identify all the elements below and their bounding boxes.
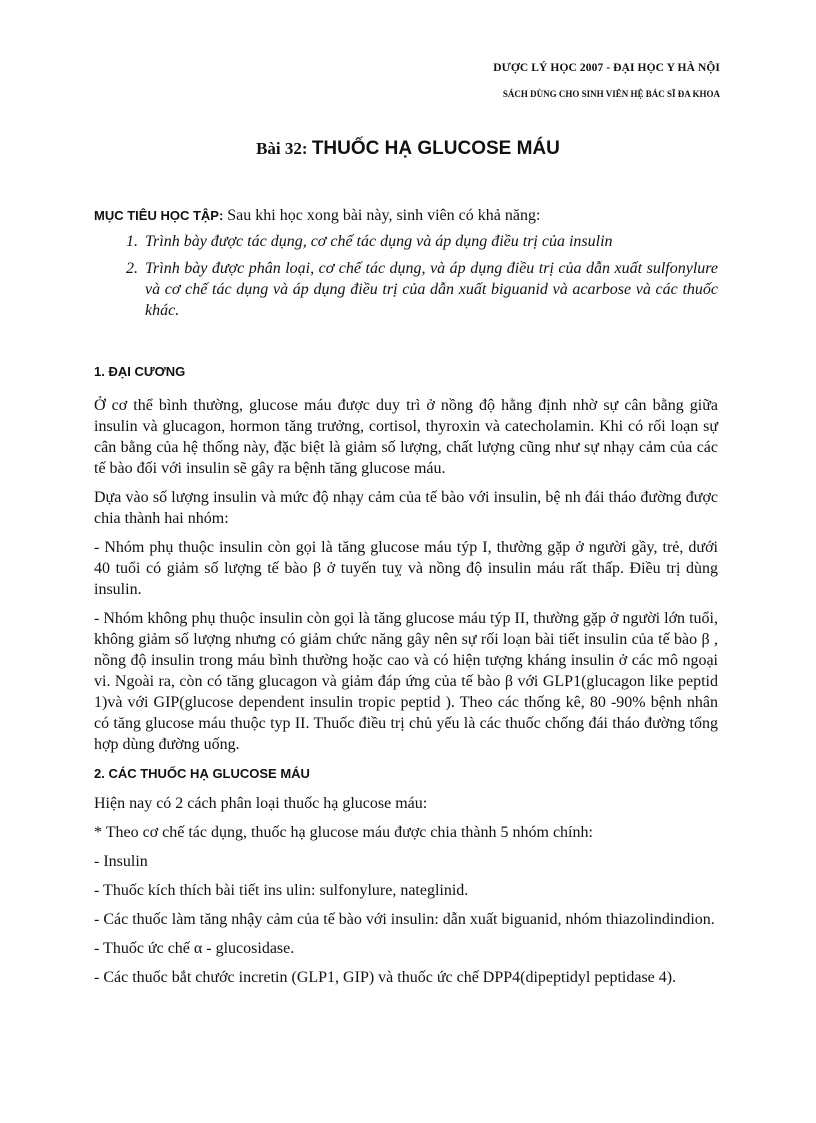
paragraph: - Nhóm phụ thuộc insulin còn gọi là tăng glucose máu týp I, thường gặp ở người gầy, trẻ, dưới 40 tuổi có giảm số lượng tế bào β ở tuyến tuỵ và nồng độ insulin máu rất thấp. Điều trị dùng insulin. [94,539,718,598]
list-item: - Các thuốc làm tăng nhậy cảm của tế bào với insulin: dẫn xuất biguanid, nhóm thiazolindindion. [94,911,715,928]
paragraph: Ở cơ thể bình thường, glucose máu được duy trì ở nồng độ hằng định nhờ sự cân bằng giữa insulin và glucagon, hormon tăng trưởng, cortisol, thyroxin và catecholamin. Khi có rối loạn sự cân bằng của hệ thống này, đặc biệt là giảm số lượng, chất lượng cũng như sự nhạy cảm của các tế bào đối với insulin sẽ gây ra bệnh tăng glucose máu. [94,397,718,477]
page-title [0,138,816,160]
paragraph: * Theo cơ chế tác dụng, thuốc hạ glucose máu được chia thành 5 nhóm chính: [94,824,593,841]
list-item: - Insulin [94,853,148,870]
list-item: - Các thuốc bắt chước incretin (GLP1, GIP) và thuốc ức chế DPP4(dipeptidyl peptidase 4). [94,969,677,986]
objectives-intro-text: Sau khi học xong bài này, sinh viên có khả năng: [223,207,541,224]
document-body [94,205,718,996]
objectives-intro [94,205,718,226]
objective-item: 2. Trình bày được phân loại, cơ chế tác dụng, và áp dụng điều trị của dẫn xuất sulfonylure và cơ chế tác dụng và áp dụng điều trị của dẫn xuất biguanid và acarbose và các thuốc khác. [142,258,718,321]
section-heading-drugs: 2. CÁC THUỐC HẠ GLUCOSE MÁU [94,766,310,781]
objectives-list [94,231,718,321]
paragraph: Hiện nay có 2 cách phân loại thuốc hạ glucose máu: [94,795,428,812]
objective-item: 1. Trình bày được tác dụng, cơ chế tác dụng và áp dụng điều trị của insulin [142,231,718,252]
lesson-title: THUỐC HẠ GLUCOSE MÁU [311,138,560,159]
paragraph: Dựa vào số lượng insulin và mức độ nhạy cảm của tế bào với insulin, bệ nh đái tháo đường được chia thành hai nhóm: [94,489,718,527]
lesson-number: Bài 32: [256,139,312,158]
header-audience: SÁCH DÙNG CHO SINH VIÊN HỆ BÁC SĨ ĐA KHOA [502,89,720,99]
objectives-label: MỤC TIÊU HỌC TẬP: [94,208,224,223]
section-heading-general: 1. ĐẠI CƯƠNG [94,364,186,379]
header-institution: DƯỢC LÝ HỌC 2007 - ĐẠI HỌC Y HÀ NỘI [493,62,720,74]
paragraph: - Nhóm không phụ thuộc insulin còn gọi là tăng glucose máu týp II, thường gặp ở người lớn tuổi, không giảm số lượng nhưng có giảm chức năng gây nên sự rối loạn bài tiết insulin của tế bào β , nồng độ insulin trong máu bình thường hoặc cao và có hiện tượng kháng insulin ở các mô ngoại vi. Ngoài ra, còn có tăng glucagon và giảm đáp ứng của tế bào β với GLP1(glucagon like peptid 1)và với GIP(glucose dependent insulin tropic peptid ). Theo các thống kê, 80 -90% bệnh nhân có tăng glucose máu thuộc typ II. Thuốc điều trị chủ yếu là các thuốc chống đái tháo đường tổng hợp dùng đường uống. [94,610,718,753]
list-item: - Thuốc kích thích bài tiết ins ulin: sulfonylure, nateglinid. [94,882,469,899]
list-item: - Thuốc ức chế α - glucosidase. [94,940,295,957]
